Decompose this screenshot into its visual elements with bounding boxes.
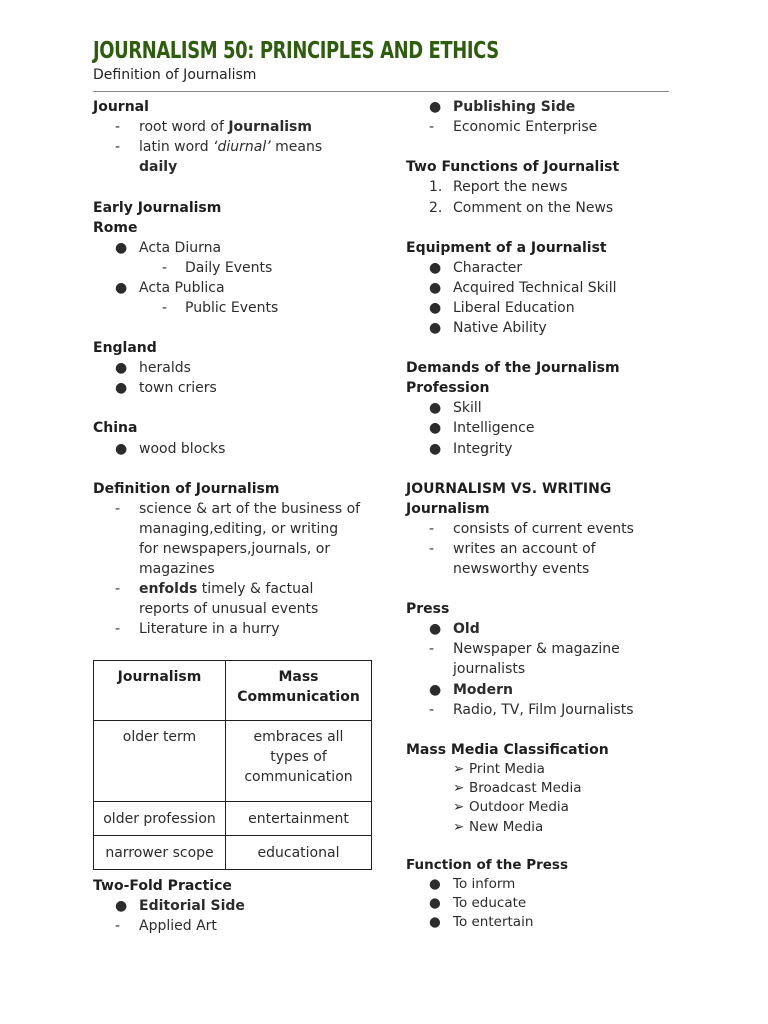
definition-item-enfolds xyxy=(139,579,313,599)
journal-item-latin-daily: daily xyxy=(139,159,178,175)
dash-marker: - xyxy=(429,702,435,718)
two-fold-item-publishing: Publishing Side xyxy=(453,99,576,115)
press-function-item: To entertain xyxy=(453,914,534,930)
press-function-item: To educate xyxy=(453,895,527,911)
bullet-marker: ● xyxy=(429,876,441,892)
two-fold-heading: Two-Fold Practice xyxy=(93,878,232,894)
bullet-marker: ● xyxy=(429,320,442,336)
vs-item: writes an account of xyxy=(453,541,596,557)
journal-item-root-text: root word of xyxy=(139,119,229,135)
equipment-item: Liberal Education xyxy=(453,300,575,316)
table-header-text: Journalism xyxy=(117,669,202,685)
bullet-marker: ● xyxy=(115,898,128,914)
england-item-heralds: heralds xyxy=(139,360,191,376)
bullet-marker: ● xyxy=(429,99,442,115)
vs-subheading: Journalism xyxy=(406,501,490,517)
rome-heading: Rome xyxy=(93,220,138,236)
table-header-text: Communication xyxy=(237,689,360,705)
table-cell xyxy=(226,721,372,802)
bullet-marker: ● xyxy=(115,240,128,256)
dash-marker: - xyxy=(429,641,435,657)
vs-item-line2: newsworthy events xyxy=(453,561,590,577)
equipment-item: Native Ability xyxy=(453,320,547,336)
definition-item-line: for newspapers,journals, or xyxy=(139,541,331,557)
table-cell-line: embraces all xyxy=(253,729,344,745)
dash-marker: - xyxy=(429,521,435,537)
press-modern-desc: Radio, TV, Film Journalists xyxy=(453,702,634,718)
press-item-modern: Modern xyxy=(453,682,513,698)
table-cell-line: communication xyxy=(244,769,353,785)
dash-marker: - xyxy=(115,918,121,934)
header-divider xyxy=(93,91,669,92)
demands-item: Skill xyxy=(453,400,482,416)
bullet-marker: ● xyxy=(115,380,128,396)
page-title: JOURNALISM 50: PRINCIPLES AND ETHICS xyxy=(93,38,499,64)
bullet-marker: ● xyxy=(429,914,441,930)
dash-marker: - xyxy=(115,139,121,155)
functions-item: Comment on the News xyxy=(453,200,614,216)
bullet-marker: ● xyxy=(429,260,442,276)
number-marker: 2. xyxy=(429,200,443,216)
table-cell-line: types of xyxy=(270,749,327,765)
journal-item-root xyxy=(139,117,312,137)
equipment-item: Character xyxy=(453,260,523,276)
acta-publica-sub: Public Events xyxy=(185,300,279,316)
bullet-marker: ● xyxy=(115,360,128,376)
table-cell: educational xyxy=(226,836,372,870)
press-item-old: Old xyxy=(453,621,480,637)
demands-item: Integrity xyxy=(453,441,513,457)
press-function-heading: Function of the Press xyxy=(406,857,568,873)
table-row xyxy=(94,802,372,836)
mass-media-item: Print Media xyxy=(469,761,545,777)
dash-marker: - xyxy=(429,119,435,135)
mass-media-item: Broadcast Media xyxy=(469,780,582,796)
vs-heading: JOURNALISM VS. WRITING xyxy=(406,481,612,497)
page-subtitle: Definition of Journalism xyxy=(93,67,257,83)
bullet-marker: ● xyxy=(115,280,128,296)
table-row xyxy=(94,721,372,802)
definition-item-enfolds-text: timely & factual xyxy=(197,581,314,597)
mass-media-item: Outdoor Media xyxy=(469,799,569,815)
definition-heading: Definition of Journalism xyxy=(93,481,280,497)
china-heading: China xyxy=(93,420,138,436)
rome-item-acta-diurna: Acta Diurna xyxy=(139,240,222,256)
functions-heading: Two Functions of Journalist xyxy=(406,159,620,175)
editorial-sub-applied-art: Applied Art xyxy=(139,918,217,934)
equipment-item: Acquired Technical Skill xyxy=(453,280,617,296)
journal-item-latin-post: means xyxy=(270,139,323,155)
two-fold-item-editorial: Editorial Side xyxy=(139,898,245,914)
table-row xyxy=(94,836,372,870)
press-heading: Press xyxy=(406,601,450,617)
table-header-journalism xyxy=(94,661,226,721)
table-cell: entertainment xyxy=(226,802,372,836)
bullet-marker: ● xyxy=(429,300,442,316)
arrow-marker: ➢ xyxy=(453,819,465,835)
bullet-marker: ● xyxy=(429,280,442,296)
press-old-desc: Newspaper & magazine xyxy=(453,641,620,657)
arrow-marker: ➢ xyxy=(453,761,465,777)
arrow-marker: ➢ xyxy=(453,799,465,815)
dash-marker: - xyxy=(162,260,168,276)
dash-marker: - xyxy=(115,501,121,517)
journal-item-latin-text: latin word xyxy=(139,139,214,155)
table-header-row xyxy=(94,661,372,721)
demands-heading: Demands of the Journalism xyxy=(406,360,620,376)
definition-item-line: managing,editing, or writing xyxy=(139,521,339,537)
england-heading: England xyxy=(93,340,157,356)
definition-item-enfolds-bold: enfolds xyxy=(139,581,198,597)
mass-media-heading: Mass Media Classification xyxy=(406,742,609,758)
publishing-sub-economic: Economic Enterprise xyxy=(453,119,598,135)
journal-item-latin-italic: ‘diurnal’ xyxy=(213,139,271,155)
dash-marker: - xyxy=(115,621,121,637)
bullet-marker: ● xyxy=(429,682,442,698)
journal-item-root-bold: Journalism xyxy=(228,119,312,135)
acta-diurna-sub: Daily Events xyxy=(185,260,273,276)
vs-item: consists of current events xyxy=(453,521,634,537)
bullet-marker: ● xyxy=(429,441,442,457)
bullet-marker: ● xyxy=(429,400,442,416)
demands-heading-line2: Profession xyxy=(406,380,490,396)
definition-item-line: magazines xyxy=(139,561,215,577)
dash-marker: - xyxy=(429,541,435,557)
table-cell: narrower scope xyxy=(94,836,226,870)
definition-item-literature: Literature in a hurry xyxy=(139,621,280,637)
table-cell: older term xyxy=(94,721,226,802)
press-old-desc-line2: journalists xyxy=(453,661,526,677)
table-cell: older profession xyxy=(94,802,226,836)
number-marker: 1. xyxy=(429,179,443,195)
arrow-marker: ➢ xyxy=(453,780,465,796)
bullet-marker: ● xyxy=(429,420,442,436)
china-item-wood-blocks: wood blocks xyxy=(139,441,226,457)
equipment-heading: Equipment of a Journalist xyxy=(406,240,607,256)
mass-media-item: New Media xyxy=(469,819,544,835)
comparison-table xyxy=(93,660,372,870)
dash-marker: - xyxy=(115,581,121,597)
england-item-town-criers: town criers xyxy=(139,380,217,396)
early-journalism-heading: Early Journalism xyxy=(93,200,222,216)
table-header-text: Mass xyxy=(278,669,319,685)
definition-item-line: science & art of the business of xyxy=(139,501,361,517)
demands-item: Intelligence xyxy=(453,420,535,436)
journal-heading: Journal xyxy=(93,99,149,115)
dash-marker: - xyxy=(115,119,121,135)
journal-item-latin xyxy=(139,137,322,157)
functions-item: Report the news xyxy=(453,179,568,195)
table-header-mass-communication xyxy=(226,661,372,721)
definition-item-enfolds-line2: reports of unusual events xyxy=(139,601,319,617)
rome-item-acta-publica: Acta Publica xyxy=(139,280,225,296)
dash-marker: - xyxy=(162,300,168,316)
bullet-marker: ● xyxy=(115,441,128,457)
press-function-item: To inform xyxy=(453,876,516,892)
bullet-marker: ● xyxy=(429,895,441,911)
bullet-marker: ● xyxy=(429,621,442,637)
